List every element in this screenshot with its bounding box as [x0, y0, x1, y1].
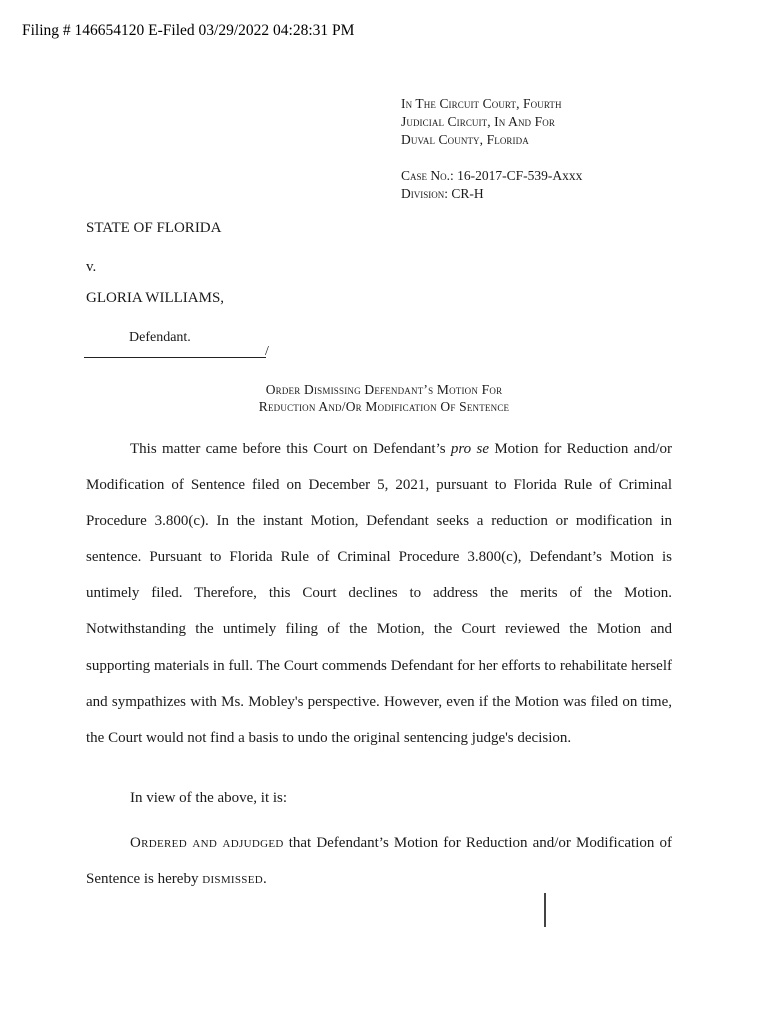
signature-mark [544, 893, 546, 927]
plaintiff: STATE OF FLORIDA [86, 220, 222, 236]
filing-stamp: Filing # 146654120 E-Filed 03/29/2022 04:28:31 PM [22, 22, 355, 39]
division-row [401, 185, 582, 203]
caption-line [84, 345, 266, 358]
caption-slash: / [265, 344, 269, 359]
paragraph-3 [86, 825, 672, 897]
defendant-role: Defendant. [129, 330, 191, 345]
versus: v. [86, 259, 97, 275]
dismissed-word: dismissed [202, 871, 263, 887]
court-line-3: Duval County, Florida [401, 132, 529, 147]
case-number-row [401, 167, 582, 185]
order-body [86, 431, 672, 756]
paragraph-2: In view of the above, it is: [130, 790, 288, 806]
ordered-paragraph: Ordered and adjudged that Defendant’s Motion for Reduction and/or Modification of Sentence is hereby dismissed. [86, 835, 672, 887]
order-title-line-2: Reduction And/Or Modification Of Sentence [258, 399, 510, 414]
paragraph-1: This matter came before this Court on Defendant’s pro se Motion for Reduction and/or Modification of Sentence filed on December 5, 2021, pursuant to Florida Rule of Criminal Procedure 3.800(c). In the instant Motion, Defendant seeks a reduction or modification in sentence. Pursuant to Florida Rule of Criminal Procedure 3.800(c), Defendant’s Motion is untimely filed. Therefore, this Court declines to address the merits of the Motion. Notwithstanding the untimely filing of the Motion, the Court reviewed the Motion and supporting materials in full. The Court commends Defendant for her efforts to rehabilitate herself and sympathizes with Ms. Mobley's perspective. However, even if the Motion was filed on time, the Court would not find a basis to undo the original sentencing judge's decision. [86, 441, 672, 746]
division-value: CR-H [451, 186, 484, 201]
pro-se-italic: pro se [450, 441, 490, 457]
ordered-adjudged: Ordered and adjudged [130, 835, 284, 851]
case-number: 16-2017-CF-539-Axxx [457, 168, 583, 183]
court-caption [401, 95, 562, 149]
order-title-line-1: Order Dismissing Defendant’s Motion For [265, 382, 503, 397]
court-line-1: In The Circuit Court, Fourth [401, 96, 562, 111]
court-line-2: Judicial Circuit, In And For [401, 114, 555, 129]
case-number-label: Case No.: [401, 168, 454, 183]
division-label: Division: [401, 186, 448, 201]
case-info [401, 167, 582, 203]
defendant-name: GLORIA WILLIAMS, [86, 290, 225, 306]
